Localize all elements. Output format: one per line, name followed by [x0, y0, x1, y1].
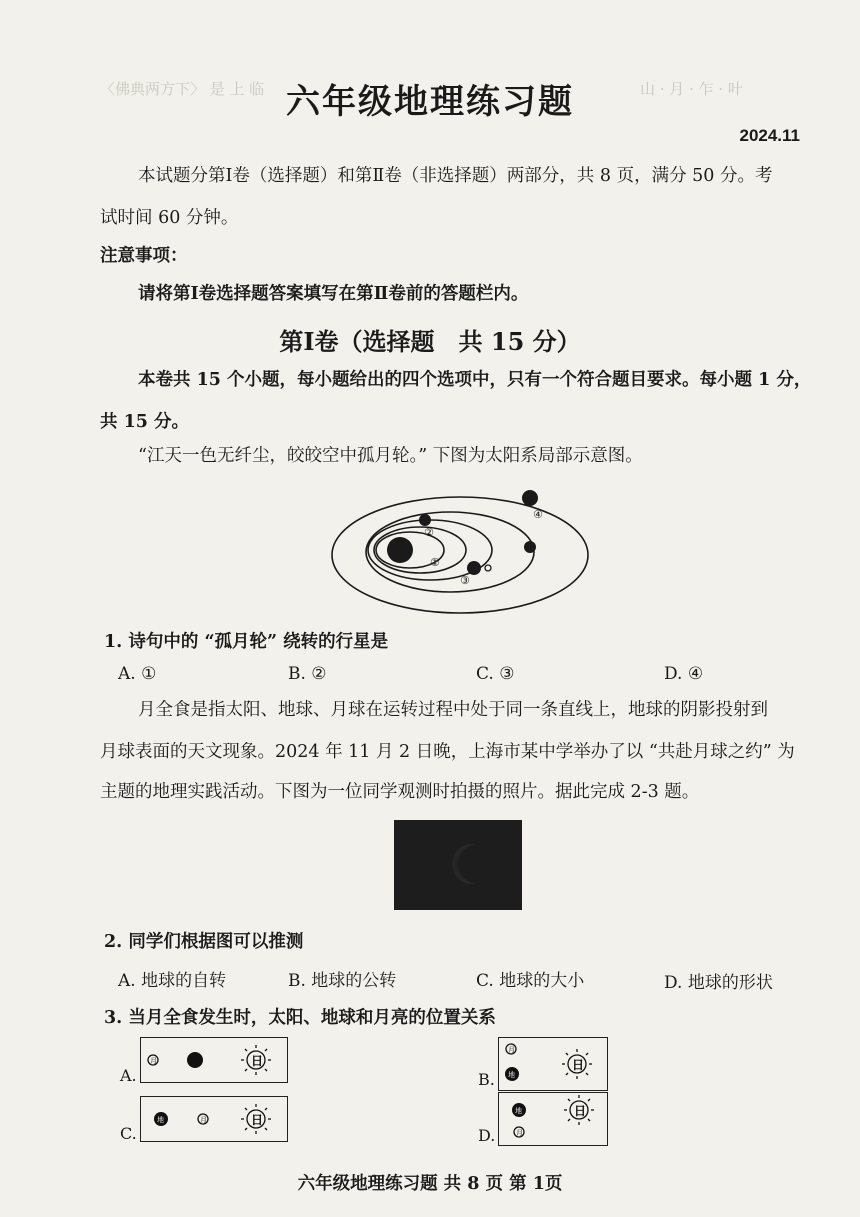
section-instructions-line-2: 共 15 分。 [100, 412, 190, 432]
planet-icon [419, 514, 431, 526]
question-3-stem: 3. 当月全食发生时，太阳、地球和月亮的位置关系 [104, 1008, 496, 1028]
q1-option-d[interactable]: D. ④ [664, 664, 704, 684]
sun-glyph: 日 [574, 1104, 587, 1118]
q3-option-c-label[interactable]: C. [120, 1124, 137, 1143]
marker-3: ③ [460, 574, 470, 587]
page-title: 六年级地理练习题 [286, 82, 574, 122]
exam-date: 2024.11 [739, 126, 800, 145]
crescent-moon-icon [394, 820, 522, 910]
moon-icon [485, 565, 491, 571]
q3-option-a-diagram[interactable] [140, 1037, 288, 1083]
earth-glyph: 地 [515, 1107, 522, 1115]
poem-intro: “江天一色无纤尘，皎皎空中孤月轮。” 下图为太阳系局部示意图。 [138, 446, 643, 466]
planet-icon [522, 490, 538, 506]
marker-1: ① [430, 556, 440, 569]
solar-system-diagram [330, 480, 600, 630]
sun-icon [387, 537, 413, 563]
marker-2: ② [424, 526, 434, 539]
eclipse-intro-line-1: 月全食是指太阳、地球、月球在运转过程中处于同一条直线上，地球的阴影投射到 [138, 700, 768, 720]
question-1-stem: 1. 诗句中的 “孤月轮” 绕转的行星是 [104, 632, 389, 652]
q3-option-d-label[interactable]: D. [478, 1126, 496, 1145]
q3-option-c-diagram[interactable] [140, 1096, 288, 1142]
earth-icon [467, 561, 481, 575]
q2-option-c[interactable]: C. 地球的大小 [476, 971, 585, 991]
earth-glyph: 地 [157, 1116, 164, 1124]
q2-option-b[interactable]: B. 地球的公转 [288, 971, 397, 991]
moon-glyph: 月 [516, 1129, 523, 1137]
q3-option-b-diagram[interactable] [498, 1037, 608, 1091]
notice-heading: 注意事项： [100, 246, 188, 266]
notice-text: 请将第Ⅰ卷选择题答案填写在第Ⅱ卷前的答题栏内。 [138, 284, 529, 304]
earth-icon [187, 1052, 203, 1068]
section-instructions-line-1: 本卷共 15 个小题，每小题给出的四个选项中，只有一个符合题目要求。每小题 1 分， [138, 370, 812, 390]
sun-glyph: 日 [251, 1054, 264, 1068]
q2-option-a[interactable]: A. 地球的自转 [118, 971, 227, 991]
q3-option-a-label[interactable]: A. [120, 1066, 137, 1085]
sun-glyph: 日 [251, 1113, 264, 1127]
q1-option-a[interactable]: A. ① [118, 664, 157, 684]
page-footer: 六年级地理练习题 共 8 页 第 1页 [297, 1174, 563, 1194]
bleed-through-text: 〈佛典两方下〉 是 上 临 [100, 80, 265, 98]
sun-glyph: 日 [572, 1058, 585, 1072]
q1-option-c[interactable]: C. ③ [476, 664, 515, 684]
moon-glyph: 月 [508, 1046, 515, 1054]
intro-line-1: 本试题分第Ⅰ卷（选择题）和第Ⅱ卷（非选择题）两部分，共 8 页，满分 50 分。考 [138, 166, 773, 186]
moon-glyph: 月 [150, 1057, 157, 1065]
section-title: 第Ⅰ卷（选择题 共 15 分） [279, 327, 581, 356]
moon-glyph: 月 [200, 1116, 207, 1124]
eclipse-intro-line-3: 主题的地理实践活动。下图为一位同学观测时拍摄的照片。据此完成 2-3 题。 [100, 782, 700, 802]
planet-icon [524, 541, 536, 553]
q3-option-d-diagram[interactable] [498, 1092, 608, 1146]
q1-option-b[interactable]: B. ② [288, 664, 327, 684]
q2-option-d[interactable]: D. 地球的形状 [664, 973, 773, 993]
eclipse-photo [394, 820, 522, 910]
bleed-through-text: 山 · 月 · 乍 · 叶 [640, 80, 743, 98]
earth-glyph: 地 [508, 1071, 515, 1079]
marker-4: ④ [533, 508, 543, 521]
q3-option-b-label[interactable]: B. [478, 1070, 495, 1089]
question-2-stem: 2. 同学们根据图可以推测 [104, 932, 304, 952]
eclipse-intro-line-2: 月球表面的天文现象。2024 年 11 月 2 日晚，上海市某中学举办了以 “共赴月球之约” 为 [100, 742, 795, 762]
intro-line-2: 试时间 60 分钟。 [100, 208, 239, 228]
